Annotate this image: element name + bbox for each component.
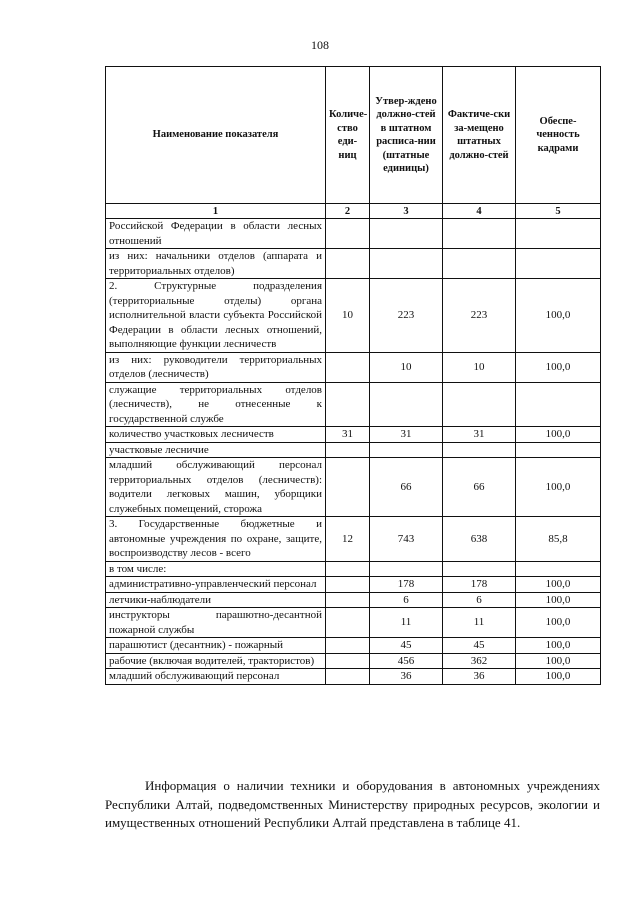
table-row	[106, 249, 601, 279]
column-numbers-row	[106, 204, 601, 219]
column-number: 5	[516, 204, 601, 219]
row-approved-cell	[370, 561, 443, 577]
header-indicator-name: Наименование показателя	[106, 67, 326, 204]
row-name-cell: парашютист (десантник) - пожарный	[106, 638, 326, 654]
row-approved-cell: 31	[370, 427, 443, 443]
row-actual-cell: 362	[443, 653, 516, 669]
row-units-cell	[326, 653, 370, 669]
row-name-cell: рабочие (включая водителей, трактористов)	[106, 653, 326, 669]
table-row	[106, 382, 601, 427]
row-staffing-cell: 100,0	[516, 608, 601, 638]
row-name-cell: младший обслуживающий персонал	[106, 669, 326, 685]
row-approved-cell: 456	[370, 653, 443, 669]
row-staffing-cell: 100,0	[516, 592, 601, 608]
row-actual-cell: 11	[443, 608, 516, 638]
row-staffing-cell	[516, 382, 601, 427]
table-row	[106, 669, 601, 685]
row-approved-cell	[370, 442, 443, 458]
page-number: 108	[311, 38, 329, 52]
row-staffing-cell: 100,0	[516, 638, 601, 654]
table-header-row	[106, 67, 601, 204]
row-approved-cell	[370, 219, 443, 249]
row-staffing-cell: 85,8	[516, 517, 601, 562]
header-approved-positions: Утвер-ждено должно-стей в штатном расписа-нии (штатные единицы)	[370, 67, 443, 204]
row-staffing-cell	[516, 219, 601, 249]
row-name-cell: в том числе:	[106, 561, 326, 577]
row-units-cell	[326, 608, 370, 638]
table-row	[106, 442, 601, 458]
row-actual-cell	[443, 561, 516, 577]
row-units-cell	[326, 669, 370, 685]
row-approved-cell: 178	[370, 577, 443, 593]
row-staffing-cell: 100,0	[516, 352, 601, 382]
row-units-cell: 31	[326, 427, 370, 443]
row-actual-cell: 36	[443, 669, 516, 685]
row-staffing-cell	[516, 561, 601, 577]
column-number: 4	[443, 204, 516, 219]
row-actual-cell: 66	[443, 458, 516, 517]
row-name-cell: летчики-наблюдатели	[106, 592, 326, 608]
row-units-cell	[326, 458, 370, 517]
row-approved-cell: 223	[370, 279, 443, 353]
row-name-cell: служащие территориальных отделов (лесничеств), не отнесенные к государственной службе	[106, 382, 326, 427]
row-actual-cell	[443, 249, 516, 279]
header-actual-positions: Фактиче-ски за-мещено штатных должно-стей	[443, 67, 516, 204]
table-row	[106, 279, 601, 353]
row-units-cell	[326, 592, 370, 608]
row-actual-cell: 223	[443, 279, 516, 353]
table-body	[106, 219, 601, 685]
row-actual-cell: 638	[443, 517, 516, 562]
row-name-cell: административно-управленческий персонал	[106, 577, 326, 593]
row-actual-cell	[443, 219, 516, 249]
staffing-table	[105, 66, 601, 685]
row-actual-cell: 31	[443, 427, 516, 443]
table-row	[106, 608, 601, 638]
row-name-cell: из них: начальники отделов (аппарата и территориальных отделов)	[106, 249, 326, 279]
row-approved-cell: 36	[370, 669, 443, 685]
row-units-cell	[326, 577, 370, 593]
row-staffing-cell	[516, 442, 601, 458]
row-units-cell	[326, 382, 370, 427]
row-units-cell	[326, 219, 370, 249]
row-name-cell: Российской Федерации в области лесных отношений	[106, 219, 326, 249]
table-row	[106, 653, 601, 669]
row-name-cell: участковые лесничие	[106, 442, 326, 458]
row-actual-cell	[443, 382, 516, 427]
row-staffing-cell: 100,0	[516, 458, 601, 517]
row-name-cell: младший обслуживающий персонал территориальных отделов (лесничеств): водители легковых машин, уборщики служебных помещений, сторожа	[106, 458, 326, 517]
table-row	[106, 592, 601, 608]
table-row	[106, 219, 601, 249]
table-row	[106, 638, 601, 654]
row-units-cell	[326, 561, 370, 577]
row-name-cell: инструкторы парашютно-десантной пожарной службы	[106, 608, 326, 638]
row-approved-cell: 743	[370, 517, 443, 562]
table-row	[106, 352, 601, 382]
row-name-cell: 3. Государственные бюджетные и автономные учреждения по охране, защите, воспроизводству лесов - всего	[106, 517, 326, 562]
header-staffing-level: Обеспе-ченность кадрами	[516, 67, 601, 204]
row-approved-cell	[370, 382, 443, 427]
row-staffing-cell: 100,0	[516, 279, 601, 353]
row-approved-cell: 11	[370, 608, 443, 638]
row-staffing-cell: 100,0	[516, 669, 601, 685]
table-row	[106, 517, 601, 562]
header-units-count: Количе-ство еди-ниц	[326, 67, 370, 204]
column-number: 1	[106, 204, 326, 219]
row-units-cell	[326, 352, 370, 382]
row-units-cell: 10	[326, 279, 370, 353]
row-name-cell: 2. Структурные подразделения (территориальные отделы) органа исполнительной власти субъекта Российской Федерации в области лесных отношений, выполняющие функции лесничеств	[106, 279, 326, 353]
row-units-cell: 12	[326, 517, 370, 562]
table-row	[106, 427, 601, 443]
info-paragraph: Информация о наличии техники и оборудования в автономных учреждениях Республики Алтай, подведомственных Министерству природных ресурсов, экологии и имущественных отношений Республики Алтай представлена в таблице 41.	[105, 778, 600, 830]
row-actual-cell	[443, 442, 516, 458]
row-name-cell: количество участковых лесничеств	[106, 427, 326, 443]
row-actual-cell: 178	[443, 577, 516, 593]
row-approved-cell: 45	[370, 638, 443, 654]
row-units-cell	[326, 442, 370, 458]
row-staffing-cell: 100,0	[516, 427, 601, 443]
row-approved-cell: 6	[370, 592, 443, 608]
row-actual-cell: 10	[443, 352, 516, 382]
row-name-cell: из них: руководители территориальных отделов (лесничеств)	[106, 352, 326, 382]
table-row	[106, 561, 601, 577]
row-units-cell	[326, 638, 370, 654]
row-approved-cell	[370, 249, 443, 279]
row-approved-cell: 66	[370, 458, 443, 517]
table-row	[106, 577, 601, 593]
row-staffing-cell: 100,0	[516, 653, 601, 669]
row-staffing-cell	[516, 249, 601, 279]
column-number: 3	[370, 204, 443, 219]
row-actual-cell: 45	[443, 638, 516, 654]
row-actual-cell: 6	[443, 592, 516, 608]
table-row	[106, 458, 601, 517]
column-number: 2	[326, 204, 370, 219]
row-units-cell	[326, 249, 370, 279]
row-approved-cell: 10	[370, 352, 443, 382]
row-staffing-cell: 100,0	[516, 577, 601, 593]
